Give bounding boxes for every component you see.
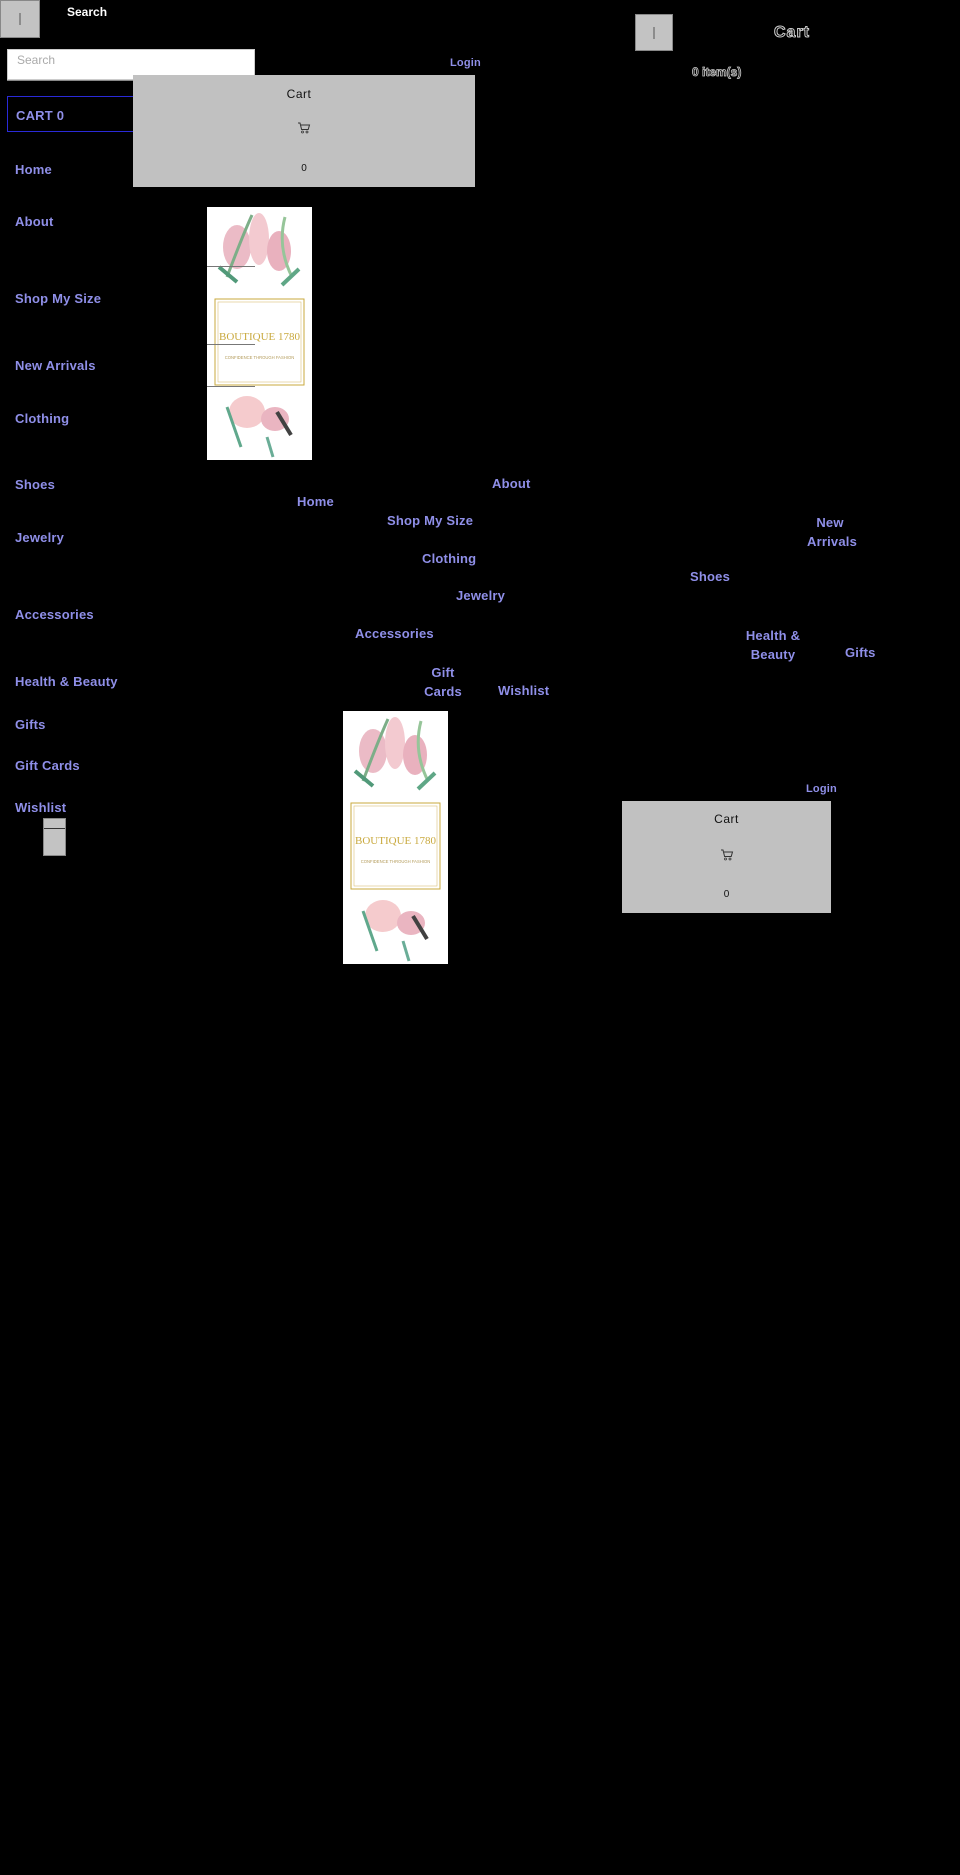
sidebar-item-gift-cards[interactable]: Gift Cards bbox=[15, 758, 80, 773]
divider bbox=[207, 386, 255, 387]
store-logo[interactable] bbox=[343, 711, 448, 964]
divider bbox=[44, 828, 65, 829]
search-label: Search bbox=[67, 5, 108, 19]
nav-item-wishlist[interactable]: Wishlist bbox=[498, 683, 550, 698]
login-link[interactable]: Login bbox=[450, 57, 481, 69]
cart-toggle-button[interactable] bbox=[635, 14, 673, 51]
nav-item-jewelry[interactable]: Jewelry bbox=[456, 588, 506, 603]
divider bbox=[207, 344, 255, 345]
nav-item-home[interactable]: Home bbox=[297, 494, 334, 509]
menu-toggle-icon bbox=[654, 27, 655, 39]
logo-brand-text: BOUTIQUE 1780 bbox=[355, 835, 436, 847]
sidebar-item-wishlist[interactable]: Wishlist bbox=[15, 800, 67, 815]
cart-panel-title: Cart bbox=[286, 87, 312, 101]
sidebar-item-jewelry[interactable]: Jewelry bbox=[15, 530, 65, 545]
boutique-logo-image bbox=[343, 711, 448, 964]
cart-icon bbox=[720, 849, 734, 861]
items-count: 0 item(s) bbox=[692, 65, 742, 79]
cart-panel[interactable] bbox=[622, 801, 831, 913]
logo-brand-text: BOUTIQUE 1780 bbox=[219, 331, 300, 343]
logo-tagline-text: CONFIDENCE THROUGH FASHION bbox=[224, 355, 295, 360]
sidebar-item-gifts[interactable]: Gifts bbox=[15, 717, 46, 732]
cart-icon bbox=[297, 122, 311, 134]
sidebar-item-accessories[interactable]: Accessories bbox=[15, 607, 94, 622]
logo-tagline-text: CONFIDENCE THROUGH FASHION bbox=[360, 859, 431, 864]
sidebar-item-clothing[interactable]: Clothing bbox=[15, 411, 70, 426]
cart-link[interactable]: CART 0 bbox=[16, 108, 65, 123]
nav-item-accessories[interactable]: Accessories bbox=[355, 626, 434, 641]
cart-count: 0 bbox=[301, 163, 307, 174]
sidebar-item-shop-my-size[interactable]: Shop My Size bbox=[15, 291, 102, 306]
cart-heading: Cart bbox=[774, 24, 811, 41]
sidebar-item-new-arrivals[interactable]: New Arrivals bbox=[15, 358, 96, 373]
menu-toggle-button[interactable] bbox=[0, 0, 40, 38]
cart-count: 0 bbox=[723, 889, 730, 900]
sidebar-close-button[interactable] bbox=[43, 818, 66, 856]
nav-item-shoes[interactable]: Shoes bbox=[690, 569, 731, 584]
cart-panel[interactable] bbox=[133, 75, 475, 187]
cart-panel-title: Cart bbox=[714, 812, 739, 826]
sidebar-item-health-beauty[interactable]: Health & Beauty bbox=[15, 674, 118, 689]
nav-item-about[interactable]: About bbox=[492, 476, 531, 491]
nav-item-gifts[interactable]: Gifts bbox=[845, 645, 876, 660]
nav-item-shop-my-size[interactable]: Shop My Size bbox=[387, 513, 474, 528]
store-logo[interactable] bbox=[207, 207, 312, 460]
login-link[interactable]: Login bbox=[806, 783, 837, 795]
boutique-logo-image bbox=[207, 207, 312, 460]
nav-item-gift-cards[interactable]: Gift Cards bbox=[424, 665, 462, 699]
nav-item-health-beauty[interactable]: Health & Beauty bbox=[745, 628, 801, 662]
sidebar-item-home[interactable]: Home bbox=[15, 162, 52, 177]
sidebar-item-shoes[interactable]: Shoes bbox=[15, 477, 56, 492]
sidebar-item-about[interactable]: About bbox=[15, 214, 54, 229]
menu-toggle-icon bbox=[20, 13, 21, 25]
nav-item-clothing[interactable]: Clothing bbox=[422, 551, 477, 566]
nav-item-new-arrivals[interactable]: New Arrivals bbox=[807, 515, 858, 549]
divider bbox=[207, 266, 255, 267]
